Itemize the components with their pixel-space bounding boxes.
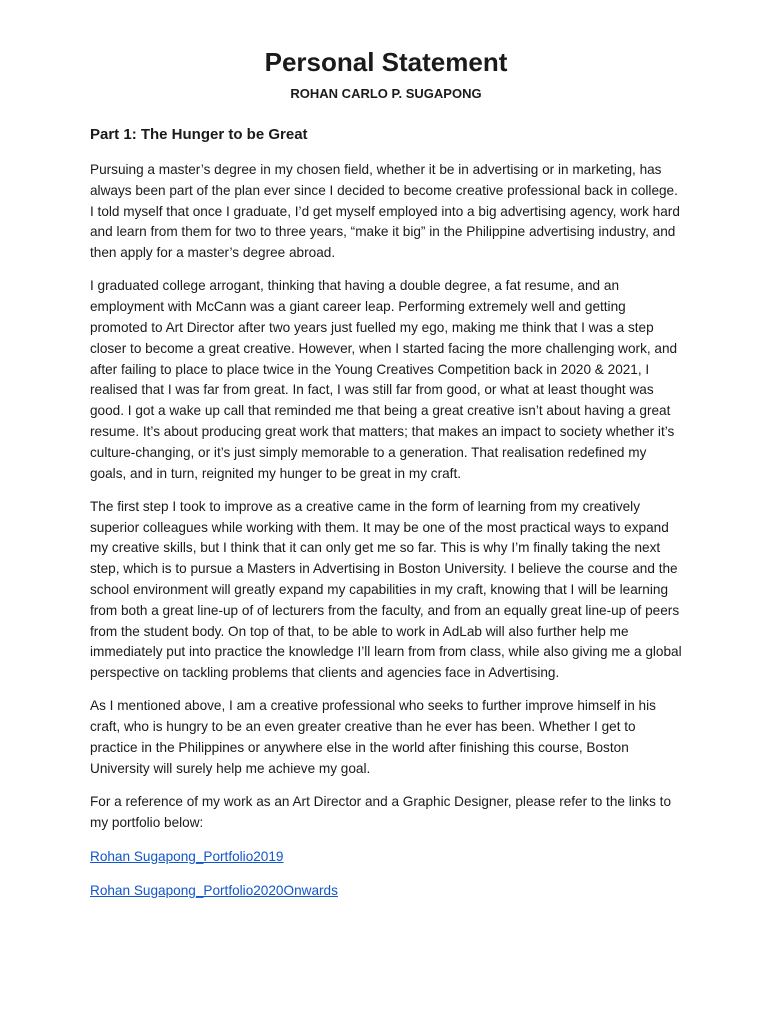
portfolio-link-2019[interactable]: Rohan Sugapong_Portfolio2019 bbox=[90, 848, 284, 864]
page-title: Personal Statement bbox=[264, 47, 508, 77]
paragraph: The first step I took to improve as a creative came in the form of learning from my creatively superior colleagues while working with them. It may be one of the most practical ways to expand my creative skills, but I think that it can only get me so far. This is why I’m finally taking the next step, which is to pursue a Masters in Advertising in Boston University. I believe the course and the school environment will greatly expand my capabilities in my craft, knowing that I will be learning from both a great line-up of of lecturers from the faculty, and from an equally great line-up of peers from the student body. On top of that, to be able to work in AdLab will also further help me immediately put into practice the knowledge I’ll learn from from class, while also giving me a global perspective on tackling problems that clients and agencies face in Advertising. bbox=[90, 498, 682, 681]
document-page bbox=[90, 44, 682, 901]
author-name: ROHAN CARLO P. SUGAPONG bbox=[290, 86, 482, 101]
paragraph: Pursuing a master’s degree in my chosen field, whether it be in advertising or in marketing, has always been part of the plan ever since I decided to become creative professional back in college. I told myself that once I graduate, I’d get myself employed into a big advertising agency, work hard and learn from them for two to three years, “make it big” in the Philippine advertising industry, and then apply for a master’s degree abroad. bbox=[90, 162, 680, 261]
paragraph: For a reference of my work as an Art Director and a Graphic Designer, please refer to the links to my portfolio below: bbox=[90, 793, 672, 830]
paragraph: As I mentioned above, I am a creative professional who seeks to further improve himself in his craft, who is hungry to be an even greater creative than he ever has been. Whether I get to practice in the Philippines or anywhere else in the world after finishing this course, Boston University will surely help me achieve my goal. bbox=[90, 698, 656, 776]
paragraph: I graduated college arrogant, thinking that having a double degree, a fat resume, and an employment with McCann was a giant career leap. Performing extremely well and getting promoted to Art Director after two years just fuelled my ego, making me think that I was a step closer to become a great creative. However, when I started facing the more challenging work, and after failing to place to place twice in the Young Creatives Competition back in 2020 & 2021, I realised that I was far from great. In fact, I was still far from good, or what at least thought was good. I got a wake up call that reminded me that being a great creative isn’t about having a great resume. It’s about producing great work that matters; that makes an impact to society whether it’s culture-changing, or it’s just simply memorable to a generation. That realisation redefined my goals, and in turn, reignited my hunger to be great in my craft. bbox=[90, 278, 678, 481]
section-heading: Part 1: The Hunger to be Great bbox=[90, 126, 308, 143]
portfolio-link-2020-onwards[interactable]: Rohan Sugapong_Portfolio2020Onwards bbox=[90, 882, 338, 898]
